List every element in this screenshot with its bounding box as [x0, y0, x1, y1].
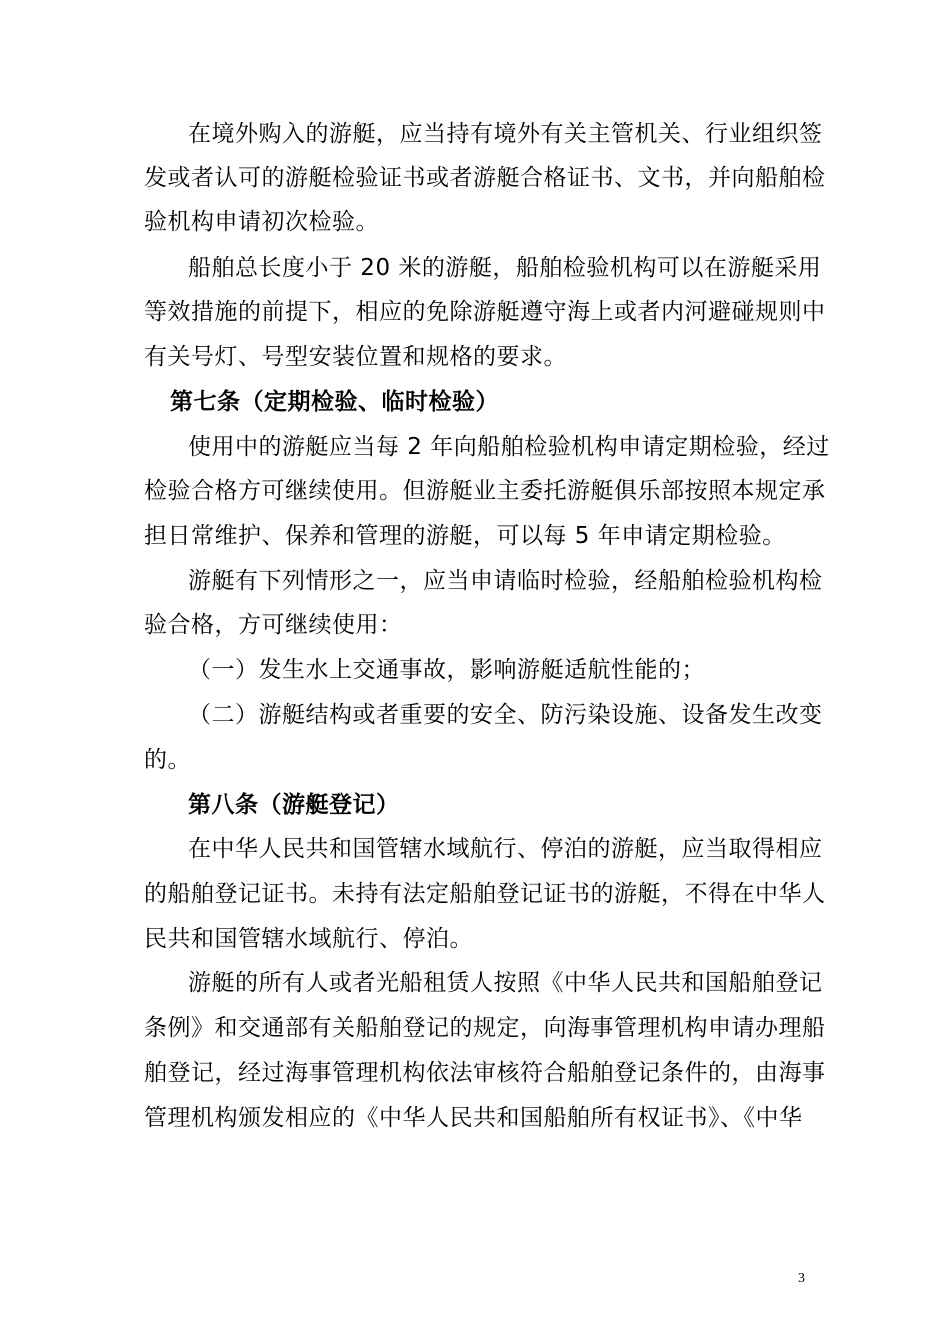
article-heading: 第八条（游艇登记）	[188, 792, 400, 818]
paragraph-line: 游艇有下列情形之一，应当申请临时检验，经船舶检验机构检	[188, 568, 823, 594]
paragraph-line: 担日常维护、保养和管理的游艇，可以每 5 年申请定期检验。	[144, 523, 786, 549]
paragraph-line: 验合格，方可继续使用：	[144, 612, 403, 638]
paragraph-line: 有关号灯、号型安装位置和规格的要求。	[144, 344, 567, 370]
list-item: （二）游艇结构或者重要的安全、防污染设施、设备发生改变	[188, 702, 823, 728]
paragraph-line: 的船舶登记证书。未持有法定船舶登记证书的游艇，不得在中华人	[144, 881, 826, 907]
paragraph-line: 使用中的游艇应当每 2 年向船舶检验机构申请定期检验，经过	[188, 434, 830, 460]
paragraph-line: 的。	[144, 747, 191, 773]
list-item: （一）发生水上交通事故，影响游艇适航性能的；	[188, 657, 705, 683]
paragraph-line: 在中华人民共和国管辖水域航行、停泊的游艇，应当取得相应	[188, 836, 823, 862]
page-number: 3	[798, 1271, 805, 1286]
paragraph-line: 等效措施的前提下，相应的免除游艇遵守海上或者内河避碰规则中	[144, 299, 826, 325]
paragraph-line: 验机构申请初次检验。	[144, 209, 379, 235]
article-heading: 第七条（定期检验、临时检验）	[170, 389, 499, 415]
paragraph-line: 在境外购入的游艇，应当持有境外有关主管机关、行业组织签	[188, 121, 823, 147]
paragraph-line: 发或者认可的游艇检验证书或者游艇合格证书、文书，并向船舶检	[144, 165, 826, 191]
paragraph-line: 船舶总长度小于 20 米的游艇，船舶检验机构可以在游艇采用	[188, 255, 822, 281]
paragraph-line: 检验合格方可继续使用。但游艇业主委托游艇俱乐部按照本规定承	[144, 478, 826, 504]
paragraph-line: 舶登记，经过海事管理机构依法审核符合船舶登记条件的，由海事	[144, 1060, 826, 1086]
paragraph-line: 民共和国管辖水域航行、停泊。	[144, 926, 473, 952]
paragraph-line: 管理机构颁发相应的《中华人民共和国船舶所有权证书》、《中华	[144, 1105, 803, 1131]
paragraph-line: 条例》和交通部有关船舶登记的规定，向海事管理机构申请办理船	[144, 1015, 826, 1041]
paragraph-line: 游艇的所有人或者光船租赁人按照《中华人民共和国船舶登记	[188, 970, 823, 996]
